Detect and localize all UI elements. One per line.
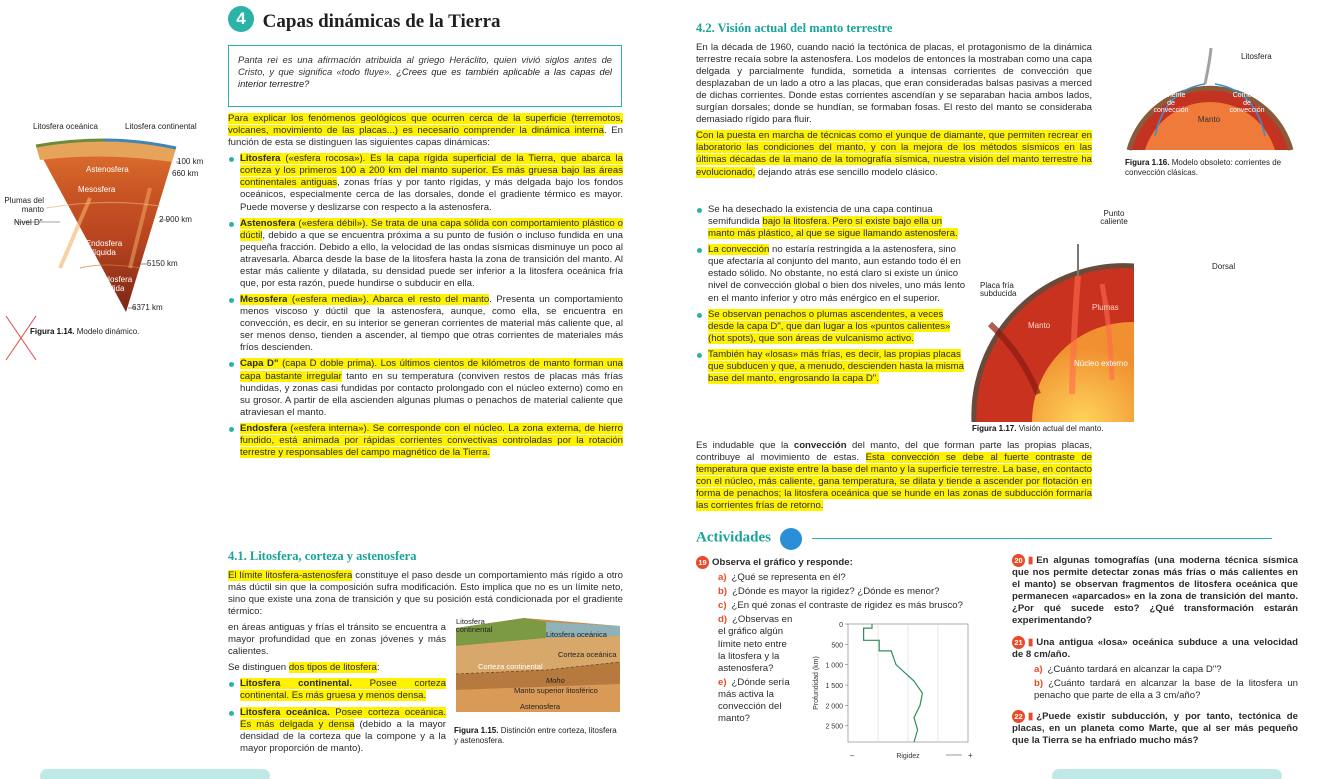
question-text: ¿Puede existir subducción, y por tanto, tectónica de placas, en un planeta como Marte, que al ser más pequeño que la Tierra se ha enfriado mucho más? [1012, 710, 1298, 747]
label-plumes: Plumas del manto [4, 196, 44, 214]
subquestion [1012, 678, 1298, 702]
subquestion-text: ¿Dónde sería más activa la convección del manto? [718, 676, 790, 724]
list-item [696, 204, 968, 240]
term: Endosfera [240, 422, 287, 434]
activity-number: 20 [1012, 554, 1025, 567]
subquestion [696, 600, 996, 612]
paragraph [228, 570, 623, 618]
convection-paragraph [696, 440, 1092, 512]
text: dejando atrás ese sencillo modelo clásico. [755, 166, 938, 178]
subquestion [696, 586, 996, 598]
highlight: Con la puesta en marcha de técnicas como el yunque de diamante, que permiten recrear en laboratorio las condiciones del manto, y con la mejora de los métodos sísmicos en las últimas décadas de la mano de la tomografía sísmica, nuestra visión del manto terrestre ha evolucionado, [696, 130, 1092, 178]
activity-20 [1012, 554, 1298, 628]
cross-mark-icon [2, 312, 42, 364]
intro-box [228, 45, 622, 107]
activity-number: 19 [696, 556, 709, 569]
label-cold-slab: Placa fría subducida [980, 281, 1017, 299]
label-outer-core: Núcleo externo [1074, 359, 1128, 368]
rigidity-chart [808, 618, 998, 768]
divider [812, 538, 1272, 539]
text: : [376, 662, 380, 674]
text: . En función de esta se distinguen las siguientes capas dinámicas: [228, 125, 623, 149]
page-title [228, 6, 501, 46]
highlight: («esfera débil»). Se trata de una capa sólida con comportamiento plástico o dúctil [240, 217, 623, 241]
y-axis-label: Profundidad (km) [813, 656, 820, 710]
highlight: Esta convección se debe al fuerte contraste de temperatura que existe entre la base del manto y la superficie terrestre. La base, en contacto con el núcleo, más caliente, gana temperatura, se dilata y tiende a ascender por flotación en forma de penachos; la litosfera oceánica que se hunde en las zonas de subducción formaría las corrientes frías de retorno. [696, 452, 1092, 512]
lithosphere-types [228, 678, 446, 754]
label-d-level: Nivel D" [14, 218, 43, 227]
section-title: Capas dinámicas de la Tierra [262, 10, 501, 32]
label-mantle: Manto [1028, 321, 1051, 330]
figure-1-15-caption [454, 726, 622, 746]
figure-1-14 [0, 118, 220, 348]
label-continental-crust: Corteza continental [478, 662, 543, 671]
question-text: Una antigua «losa» oceánica subduce a una velocidad de 8 cm/año. [1012, 636, 1298, 660]
label-oceanic-lithosphere: Litosfera oceánica [546, 630, 607, 639]
question-text: Observa el gráfico y responde: [712, 557, 853, 569]
subquestion-text: ¿Cuánto tardará en alcanzar la capa D"? [1047, 663, 1222, 675]
highlight: («esfera interna»). Se corresponde con el núcleo. La zona externa, de hierro fundido, está animada por rápidas corrientes convectivas controladas por la rotación terrestre y responsables del campo magnético de la Tierra. [240, 422, 623, 459]
subquestion-letter: b) [1034, 677, 1044, 689]
caption-text: Visión actual del manto. [1018, 424, 1104, 433]
figure-1-16 [1125, 40, 1295, 190]
section-heading: 4.2. Visión actual del manto terrestre [696, 21, 893, 35]
subquestion-text: ¿Cuánto tardará en alcanzar la base de la litosfera un penacho que parte de ella a 3 cm/año? [1034, 677, 1298, 701]
label-convection-left: Corriente de convección [1153, 92, 1189, 115]
list-item [228, 423, 623, 459]
figure-1-16-caption [1125, 158, 1295, 178]
x-axis-plus: + [968, 751, 973, 760]
text: Es indudable que la [696, 440, 794, 451]
label-plumes: Plumas [1092, 303, 1119, 312]
bullet-list [696, 204, 968, 385]
dynamic-layers-text [228, 113, 623, 463]
intro-question: ¿Crees que es también aplicable a las capas del interior terrestre? [238, 65, 613, 89]
y-tick-label: 0 [839, 622, 843, 629]
subquestion-text: ¿Observas en el gráfico algún límite neto entre la litosfera y la astenosfera? [718, 614, 793, 674]
layer-asthenosphere: Astenosfera [86, 165, 129, 174]
subquestion-text: ¿En qué zonas el contraste de rigidez es más brusco? [731, 600, 963, 612]
highlight: dos tipos de litosfera [288, 662, 377, 674]
label-convection-right: Corriente de convección [1229, 92, 1265, 115]
highlight: Posee corteza continental. Es más gruesa y menos densa. [240, 678, 446, 702]
label-continental-lithosphere: Litosfera continental [125, 122, 197, 131]
difficulty-icon: ▮ [1028, 710, 1034, 722]
term: Capa D" [240, 358, 279, 370]
label-hot-spot: Punto caliente [1100, 209, 1128, 227]
highlight: La convección [708, 244, 770, 256]
subquestion [696, 677, 796, 725]
term: Litosfera oceánica. [240, 706, 330, 718]
subquestion-letter: a) [1034, 663, 1043, 675]
term: convección [793, 440, 847, 451]
label-mantle: Manto [1197, 115, 1221, 124]
paragraph: en áreas antiguas y frías el tránsito se encuentra a mayor profundidad que en zonas jóvenes y más calientes. [228, 622, 446, 658]
x-axis-label: Rigidez [896, 753, 920, 760]
term: Mesosfera [240, 294, 288, 306]
section-4-2 [696, 21, 1092, 183]
activities-header [696, 528, 1296, 550]
label-oceanic-crust: Corteza oceánica [558, 650, 617, 659]
subquestion-letter: a) [718, 572, 727, 584]
text: . Presenta un comportamiento menos viscoso y dúctil que la astenosfera, aunque, como ella, se encuentra en convección, es decir, en su interior se generan corrientes de material más caliente que, al ser menos denso, tienden a ascender, al tiempo que otras corrientes de materiales más fríos descienden. [240, 294, 623, 354]
text: Se ha desechado la existencia de una capa continua semifundida [708, 204, 933, 228]
highlight: bajo la litosfera. Pero sí existe bajo ella un manto más plástico, al que se sigue llamando astenosfera. [708, 216, 958, 240]
difficulty-icon: ▮ [1028, 636, 1034, 648]
caption-number: Figura 1.14. [30, 327, 75, 336]
highlight: (capa D doble prima). Los últimos cientos de kilómetros de manto forman una capa bastante irregular [240, 358, 623, 382]
term: Litosfera [240, 153, 281, 165]
footer-bar-right [1052, 769, 1282, 779]
list-item [228, 358, 623, 418]
subquestion-text: ¿Dónde es mayor la rigidez? ¿Dónde es menor? [732, 586, 940, 598]
paragraph [228, 113, 623, 149]
intro-text: Panta rei es una afirmación atribuida al griego Heráclito, quien vivió siglos antes de Cristo, y que significa «todo fluye». [238, 54, 612, 77]
subquestion-letter: e) [718, 676, 727, 688]
label-oceanic-lithosphere: Litosfera oceánica [33, 122, 98, 131]
list-item [696, 309, 968, 345]
mantle-bullets [696, 204, 968, 389]
modern-mantle-diagram [962, 204, 1134, 422]
depth-2900: 2 900 km [159, 215, 192, 224]
pencil-icon [780, 528, 802, 550]
subquestion-letter: c) [718, 600, 727, 612]
label-continental-lithosphere: Litosfera continental [456, 617, 493, 634]
highlight: («esfera media»). Abarca el resto del manto [287, 294, 490, 306]
footer-bar-left [40, 769, 270, 779]
paragraph: En la década de 1960, cuando nació la tectónica de placas, el protagonismo de la dinámica terrestre recaía sobre la astenosfera. Los modelos de entonces la mostraban como una capa delgada y parcialmente fundida, sometida a intensas corrientes de convección que desplazaban de un lado a otro a las placas, que eran consideradas balsas pasivas a merced de dichas corrientes. Donde estas corrientes ascendían y se separaban hacia ambos lados, surgían dorsales; donde se hundían, se formaban fosas. El resto del manto se consideraba demasiado rígido para fluir. [696, 41, 1092, 126]
text: Se distinguen [228, 662, 289, 674]
activities-title: Actividades [696, 529, 771, 546]
highlight: También hay «losas» más frías, es decir, las propias placas que subducen y que, a menudo, descienden hasta la misma base del manto, engrosando la capa D". [708, 348, 965, 385]
caption-text: Distinción entre corteza, litosfera y astenosfera. [454, 726, 617, 746]
label-upper-mantle: Manto superior litosférico [514, 686, 598, 695]
list-item [228, 707, 446, 755]
list-item [696, 349, 968, 385]
list-item [228, 153, 623, 213]
caption-number: Figura 1.15. [454, 726, 499, 735]
rigidity-chart-svg [808, 618, 998, 768]
caption-number: Figura 1.17. [972, 424, 1017, 433]
depth-6371: 6371 km [132, 303, 163, 312]
rigidity-series-line [864, 624, 923, 742]
y-tick-label: 500 [831, 642, 843, 650]
subquestion-text: ¿Qué se representa en él? [731, 572, 846, 584]
figure-1-17-caption [972, 424, 1144, 434]
subquestion-letter: d) [718, 614, 728, 626]
activity-number: 22 [1012, 710, 1025, 723]
paragraph [696, 440, 1092, 512]
activity-21 [1012, 636, 1298, 661]
paragraph [696, 130, 1092, 178]
figure-1-15 [454, 614, 622, 748]
activity-22 [1012, 710, 1298, 747]
text: (debido a la mayor densidad de la corteza que la compone y a la mayor proporción de manto). [240, 718, 446, 754]
activities-right [1012, 554, 1298, 747]
list-item [696, 244, 968, 304]
subquestion [696, 614, 796, 674]
term: Astenosfera [240, 217, 296, 229]
section-number-badge: 4 [228, 6, 254, 32]
highlight: («esfera rocosa»). Es la capa rígida superficial de la Tierra, que abarca la corteza y los primeros 100 a 200 km del manto superior. Es más gruesa bajo las áreas continentales antiguas [240, 153, 623, 189]
y-tick-label: 2 500 [825, 723, 843, 731]
activity-number: 21 [1012, 636, 1025, 649]
label-lithosphere: Litosfera [1241, 52, 1272, 61]
highlight: Posee corteza oceánica. Es más delgada y densa [240, 706, 446, 730]
highlight: El límite litosfera-astenosfera [228, 569, 353, 581]
question [696, 556, 996, 569]
caption-number: Figura 1.16. [1125, 158, 1170, 167]
label-moho: Moho [546, 676, 565, 685]
depth-5150: 5150 km [147, 259, 178, 268]
layer-liquid-endosphere: Endosfera líquida [85, 239, 123, 257]
highlight: Para explicar los fenómenos geológicos que ocurren cerca de la superficie (terremotos, volcanes, movimiento de las placas...) es necesario comprender la dinámica interna [228, 113, 623, 137]
highlight: Se observan penachos o plumas ascendentes, a veces desde la capa D", que dan lugar a los «puntos calientes» (hot spots), que son áreas de vulcanismo activo. [708, 308, 951, 344]
list-item [228, 678, 446, 702]
y-tick-label: 1 500 [825, 683, 843, 691]
subquestion-letter: b) [718, 586, 728, 598]
y-tick-label: 2 000 [825, 703, 843, 711]
text: del manto, del que forman parte las propias placas, contribuye al movimiento de estas. [696, 440, 1092, 464]
caption-text: Modelo dinámico. [76, 327, 140, 336]
section-heading: 4.1. Litosfera, corteza y astenosfera [228, 549, 417, 563]
depth-100: 100 km [177, 157, 204, 166]
paragraph [228, 662, 446, 674]
list-item [228, 294, 623, 354]
label-ridge: Dorsal [1212, 262, 1236, 271]
text: no estaría restringida a la astenosfera, sino que afectaría al conjunto del manto, aun estando todo él en estado sólido. No obstante, no está claro si existe un único nivel de convección global o bien dos niveles, uno más lento en el manto inferior y otro más enérgico en el superior. [708, 244, 966, 304]
layer-solid-endosphere: Endosfera sólida [95, 275, 133, 293]
y-tick-label: 1 000 [825, 662, 843, 670]
text: tanto en su temperatura (conviven restos de placas más frías hundidas, y zonas casi fundidas por contacto prolongado con el núcleo externo) como en su grosor. A partir de ella ascienden algunas plumas o penachos de material caliente que atraviesan el manto. [240, 370, 623, 418]
layers-list [228, 153, 623, 459]
text: , zonas frías y por tanto rígidas, y más delgada bajo los fondos oceánicos, especialmente cerca de las dorsales, donde el gradiente térmico es mayor. Puede moverse y deslizarse con respecto a la astenosfera. [240, 177, 623, 213]
text: , debido a que se encuentra próxima a su punto de fusión o incluso fundida en una pequeña fracción. Debido a ello, la velocidad de las ondas sísmicas disminuye un poco al atravesarla. Abarca desde la base de la litosfera hasta la zona de transición del manto. Al estar más caliente y dilatada, su densidad puede ser inferior a la litosfera oceánica fría que, por esta razón, puede hundirse o subducir en ella. [240, 229, 623, 290]
question-text: En algunas tomografías (una moderna técnica sísmica que nos permite detectar zonas más frías o más calientes en el manto) se observan fragmentos de litosfera oceánica que permanecen «aparcados» en la zona de transición del manto. ¿Por qué sucede esto? ¿Qué transformación estarán experimentando? [1012, 555, 1298, 627]
caption-text: Modelo obsoleto: corrientes de convección clásicas. [1125, 158, 1282, 178]
figure-1-17 [962, 204, 1236, 439]
x-axis-minus: – [850, 751, 855, 760]
depth-660: 660 km [172, 169, 199, 178]
subquestion [696, 572, 996, 584]
text: constituye el paso desde un comportamiento más rígido a otro más dúctil sin que la composición sufra modificación. Esto implica que no es un límite neto, sino que existe una zona de transición y que su posición está condicionada por el gradiente térmico: [228, 569, 624, 617]
layer-mesosphere: Mesosfera [78, 185, 116, 194]
list-item [228, 218, 623, 290]
subquestion [1012, 664, 1298, 676]
difficulty-icon: ▮ [1028, 555, 1034, 567]
term: Litosfera continental. [240, 678, 353, 690]
label-asthenosphere: Astenosfera [520, 702, 561, 711]
figure-1-14-caption [30, 327, 139, 337]
